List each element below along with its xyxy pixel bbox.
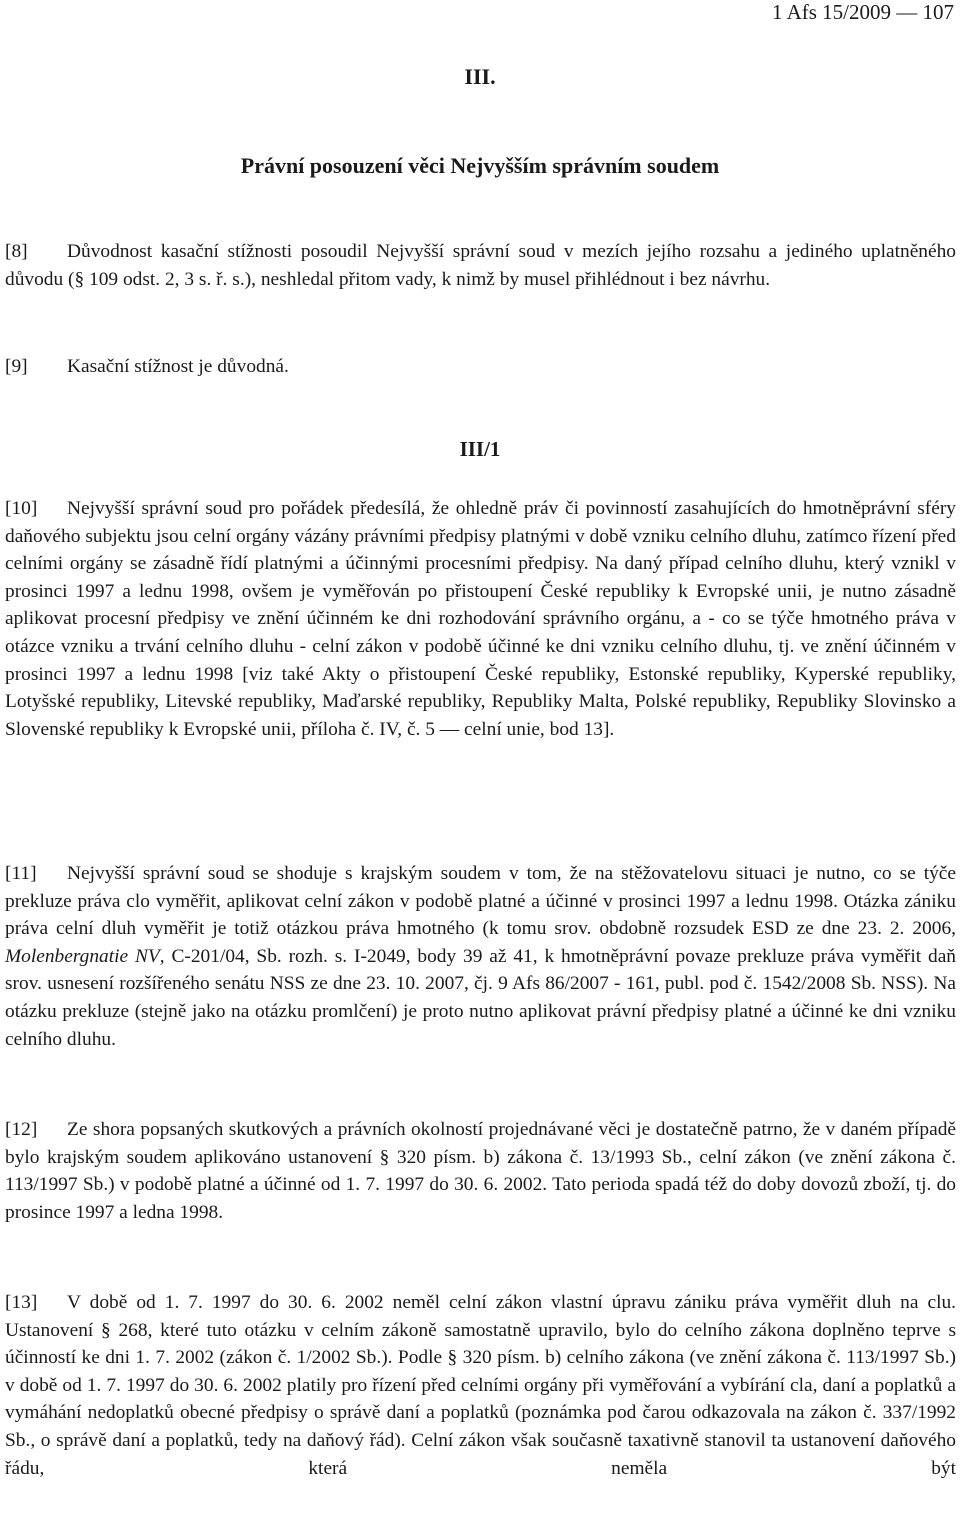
paragraph-number: [10] — [5, 498, 38, 519]
case-reference-header: 1 Afs 15/2009 — 107 — [771, 0, 954, 24]
paragraph-10 — [5, 495, 956, 743]
paragraph-text: Nejvyšší správní soud pro pořádek předesílá, že ohledně práv či povinností zasahujících do hmotněprávní sféry daňového subjektu jsou celní orgány vázány právními předpisy platnými v době vzniku celního dluhu, zatímco řízení před celními orgány se zásadně řídí platnými a účinnými procesními předpisy. Na daný případ celního dluhu, který vznikl v prosinci 1997 a lednu 1998, ovšem je vyměřován po přistoupení České republiky k Evropské unii, je nutno zásadně aplikovat procesní předpisy ve znění účinném ke dni rozhodování správního orgánu, a - co se týče hmotného práva v otázce vzniku a trvání celního dluhu - celní zákon v podobě účinné ke dni vzniku celního dluhu, tj. ve znění účinném v prosinci 1997 a lednu 1998 [viz také Akty o přistoupení České republiky, Estonské republiky, Kyperské republiky, Lotyšské republiky, Litevské republiky, Maďarské republiky, Republiky Malta, Polské republiky, Republiky Slovinsko a Slovenské republiky k Evropské unii, příloha č. IV, č. 5 — celní unie, bod 13]. — [5, 498, 956, 740]
paragraph-number: [8] — [5, 241, 28, 262]
paragraph-text: Nejvyšší správní soud se shoduje s krajským soudem v tom, že na stěžovatelovu situaci je nutno, co se týče prekluze práva clo vyměřit, aplikovat celní zákon v podobě platné a účinné v prosinci 1997 a lednu 1998. Otázka zániku práva celní dluh vyměřit je totiž otázkou práva hmotného (k tomu srov. obdobně rozsudek ESD ze dne 23. 2. 2006, — [5, 863, 956, 940]
paragraph-number: [12] — [5, 1119, 38, 1140]
subsection-heading: III/1 — [459, 437, 501, 461]
paragraph-number: [11] — [5, 863, 37, 884]
paragraph-text: V době od 1. 7. 1997 do 30. 6. 2002 neměl celní zákon vlastní úpravu zániku práva vyměřit dluh na clu. Ustanovení § 268, které tuto otázku v celním zákoně samostatně upravilo, bylo do celního zákona doplněno teprve s účinností ke dni 1. 7. 2002 (zákon č. 1/2002 Sb.). Podle § 320 písm. b) celního zákona (ve znění zákona č. 113/1997 Sb.) v době od 1. 7. 1997 do 30. 6. 2002 platily pro řízení před celními orgány při vyměřování a vybírání cla, daní a poplatků a vymáhání nedoplatků obecné předpisy o správě daní a poplatků (poznámka pod čarou odkazovala na zákon č. 337/1992 Sb., o správě daní a poplatků, tedy na daňový řád). Celní zákon však současně taxativně stanovil ta ustanovení daňového řádu, která neměla být — [5, 1292, 956, 1479]
paragraph-text: Důvodnost kasační stížnosti posoudil Nejvyšší správní soud v mezích jejího rozsahu a jediného uplatněného důvodu (§ 109 odst. 2, 3 s. ř. s.), neshledal přitom vady, k nimž by musel přihlédnout i bez návrhu. — [5, 241, 956, 290]
section-heading: Právní posouzení věci Nejvyšším správním soudem — [240, 153, 720, 178]
paragraph-11 — [5, 860, 956, 1053]
paragraph-8 — [5, 238, 956, 293]
paragraph-text: Ze shora popsaných skutkových a právních okolností projednávané věci je dostatečně patrno, že v daném případě bylo krajským soudem aplikováno ustanovení § 320 písm. b) zákona č. 13/1993 Sb., celní zákon (ve znění zákona č. 113/1997 Sb.) v podobě platné a účinné od 1. 7. 1997 do 30. 6. 2002. Tato perioda spadá též do doby dovozů zboží, tj. do prosince 1997 a ledna 1998. — [5, 1119, 956, 1223]
paragraph-13 — [5, 1289, 956, 1482]
case-name-italic: Molenbergnatie NV — [5, 945, 160, 967]
paragraph-text: Kasační stížnost je důvodná. — [67, 356, 289, 377]
paragraph-9 — [5, 353, 956, 381]
paragraph-12 — [5, 1116, 956, 1226]
paragraph-text-continued: , C-201/04, Sb. rozh. s. I-2049, body 39 až 41, k hmotněprávní povaze prekluze práva vyměřit daň srov. usnesení rozšířeného senátu NSS ze dne 23. 10. 2007, čj. 9 Afs 86/2007 - 161, publ. pod č. 1542/2008 Sb. NSS). Na otázku prekluze (stejně jako na otázku promlčení) je proto nutno aplikovat právní předpisy platné a účinné ke dni vzniku celního dluhu. — [5, 945, 956, 1050]
section-number: III. — [464, 64, 496, 89]
paragraph-number: [9] — [5, 356, 28, 377]
paragraph-number: [13] — [5, 1292, 38, 1313]
